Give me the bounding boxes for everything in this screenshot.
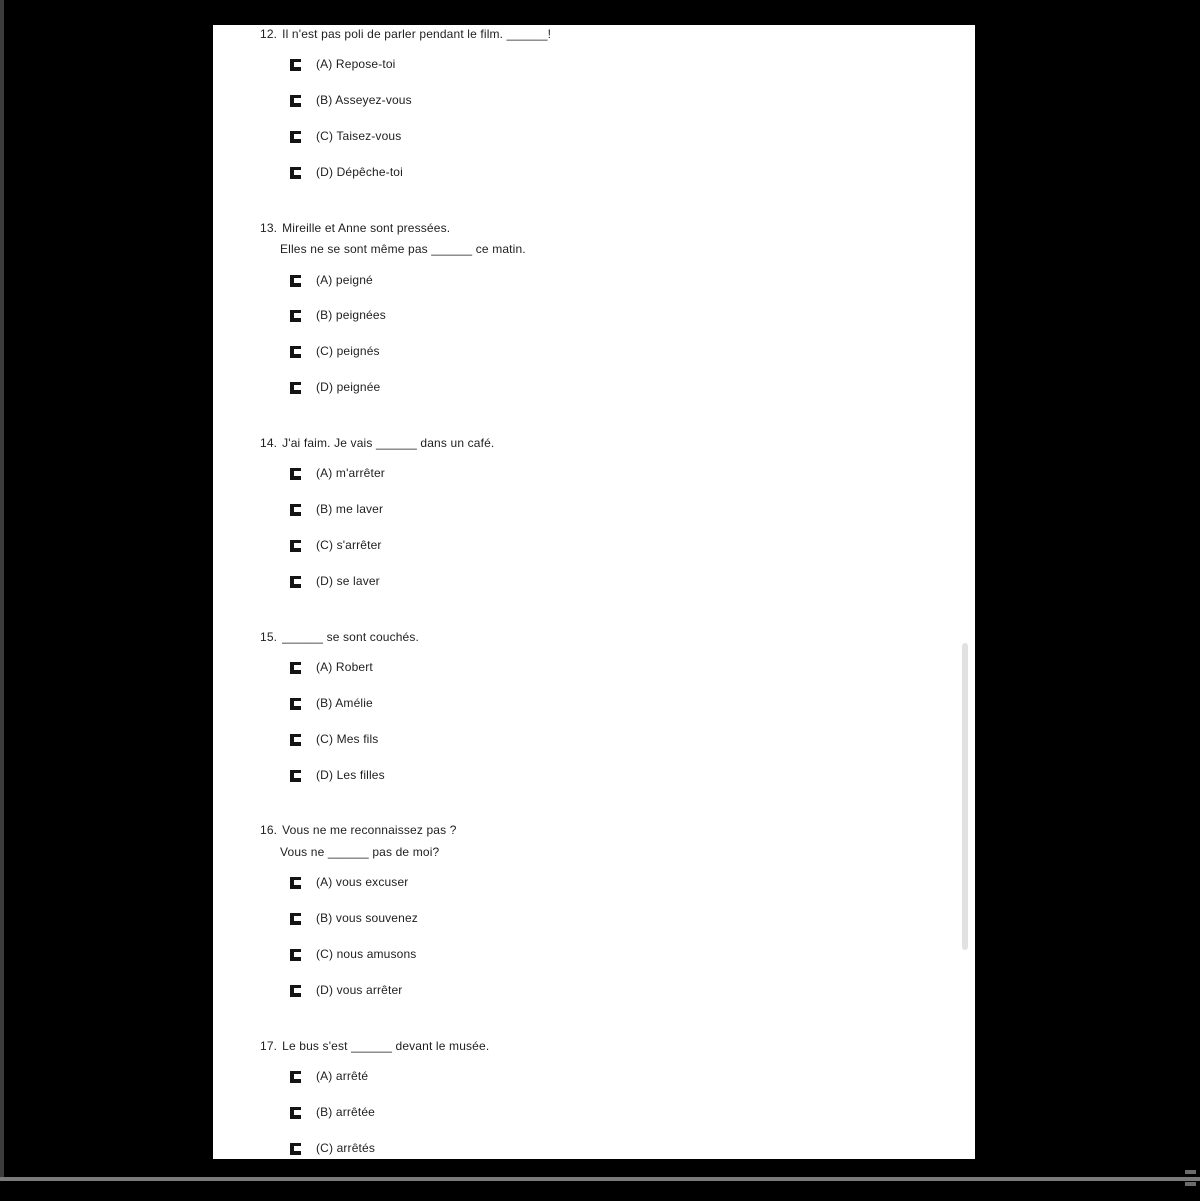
checkbox-icon[interactable]: [290, 985, 301, 997]
answer-option[interactable]: [290, 380, 380, 394]
answer-option[interactable]: [290, 308, 386, 322]
answer-option-label: (A) arrêté: [316, 1069, 369, 1083]
answer-option[interactable]: [290, 947, 416, 961]
checkbox-icon[interactable]: [290, 662, 301, 674]
checkbox-icon[interactable]: [290, 167, 301, 179]
answer-option-label: (A) Repose-toi: [316, 57, 396, 71]
checkbox-icon[interactable]: [290, 877, 301, 889]
question-text: [260, 1039, 489, 1053]
question-line: Vous ne me reconnaissez pas ?: [282, 823, 457, 837]
answer-option-label: (D) Dépêche-toi: [316, 165, 403, 179]
question-line: ______ se sont couchés.: [282, 630, 420, 644]
answer-option[interactable]: [290, 732, 378, 746]
answer-option[interactable]: [290, 502, 383, 516]
question-text: [280, 845, 439, 859]
question-text: [280, 242, 526, 256]
question-line: Le bus s'est ______ devant le musée.: [282, 1039, 490, 1053]
question-line: J'ai faim. Je vais ______ dans un café.: [282, 436, 495, 450]
answer-option-label: (D) peignée: [316, 380, 381, 394]
question-number: 16.: [260, 823, 278, 837]
checkbox-icon[interactable]: [290, 770, 301, 782]
question-line: Il n'est pas poli de parler pendant le film. ______!: [282, 27, 552, 41]
answer-option[interactable]: [290, 538, 382, 552]
checkbox-icon[interactable]: [290, 95, 301, 107]
answer-option-label: (B) arrêtée: [316, 1105, 376, 1119]
window-resize-grip: [1185, 1182, 1196, 1186]
answer-option[interactable]: [290, 344, 380, 358]
window-edge-bottom: [0, 1177, 1200, 1181]
checkbox-icon[interactable]: [290, 734, 301, 746]
question-text: [260, 221, 450, 235]
answer-option[interactable]: [290, 983, 402, 997]
answer-option-label: (C) peignés: [316, 344, 380, 358]
answer-option-label: (D) Les filles: [316, 768, 385, 782]
answer-option-label: (C) nous amusons: [316, 947, 417, 961]
answer-option-label: (B) vous souvenez: [316, 911, 418, 925]
answer-option[interactable]: [290, 466, 385, 480]
answer-option-label: (D) se laver: [316, 574, 380, 588]
checkbox-icon[interactable]: [290, 468, 301, 480]
answer-option-label: (C) Taisez-vous: [316, 129, 402, 143]
answer-option[interactable]: [290, 273, 373, 287]
checkbox-icon[interactable]: [290, 540, 301, 552]
checkbox-icon[interactable]: [290, 59, 301, 71]
question-number: 17.: [260, 1039, 278, 1053]
checkbox-icon[interactable]: [290, 131, 301, 143]
checkbox-icon[interactable]: [290, 275, 301, 287]
question-line: Vous ne ______ pas de moi?: [280, 845, 440, 859]
answer-option-label: (B) peignées: [316, 308, 386, 322]
window-edge-left: [0, 0, 4, 1178]
document-page: [213, 25, 975, 1159]
question-text: [260, 27, 551, 41]
answer-option-label: (C) arrêtés: [316, 1141, 375, 1155]
answer-option-label: (B) Asseyez-vous: [316, 93, 412, 107]
checkbox-icon[interactable]: [290, 1143, 301, 1155]
answer-option[interactable]: [290, 696, 373, 710]
answer-option-label: (A) Robert: [316, 660, 373, 674]
checkbox-icon[interactable]: [290, 346, 301, 358]
checkbox-icon[interactable]: [290, 382, 301, 394]
answer-option[interactable]: [290, 1105, 375, 1119]
answer-option[interactable]: [290, 1141, 375, 1155]
answer-option-label: (B) me laver: [316, 502, 384, 516]
question-line: Mireille et Anne sont pressées.: [282, 221, 451, 235]
checkbox-icon[interactable]: [290, 504, 301, 516]
answer-option-label: (A) peigné: [316, 273, 373, 287]
question-number: 12.: [260, 27, 278, 41]
question-line: Elles ne se sont même pas ______ ce matin.: [280, 242, 526, 256]
answer-option-label: (A) vous excuser: [316, 875, 409, 889]
checkbox-icon[interactable]: [290, 698, 301, 710]
checkbox-icon[interactable]: [290, 949, 301, 961]
answer-option[interactable]: [290, 911, 418, 925]
answer-option-label: (B) Amélie: [316, 696, 373, 710]
answer-option[interactable]: [290, 768, 385, 782]
answer-option[interactable]: [290, 129, 401, 143]
answer-option[interactable]: [290, 165, 403, 179]
checkbox-icon[interactable]: [290, 1071, 301, 1083]
question-number: 13.: [260, 221, 278, 235]
checkbox-icon[interactable]: [290, 310, 301, 322]
answer-option-label: (A) m'arrêter: [316, 466, 385, 480]
answer-option-label: (C) Mes fils: [316, 732, 379, 746]
checkbox-icon[interactable]: [290, 1107, 301, 1119]
answer-option[interactable]: [290, 660, 373, 674]
question-text: [260, 436, 494, 450]
question-number: 14.: [260, 436, 278, 450]
checkbox-icon[interactable]: [290, 576, 301, 588]
answer-option[interactable]: [290, 1069, 368, 1083]
scrollbar-thumb[interactable]: [962, 643, 968, 950]
answer-option-label: (C) s'arrêter: [316, 538, 382, 552]
question-text: [260, 823, 457, 837]
checkbox-icon[interactable]: [290, 913, 301, 925]
window-resize-grip: [1185, 1170, 1196, 1174]
question-text: [260, 630, 419, 644]
answer-option-label: (D) vous arrêter: [316, 983, 403, 997]
answer-option[interactable]: [290, 57, 395, 71]
answer-option[interactable]: [290, 875, 408, 889]
answer-option[interactable]: [290, 93, 412, 107]
question-number: 15.: [260, 630, 278, 644]
answer-option[interactable]: [290, 574, 380, 588]
